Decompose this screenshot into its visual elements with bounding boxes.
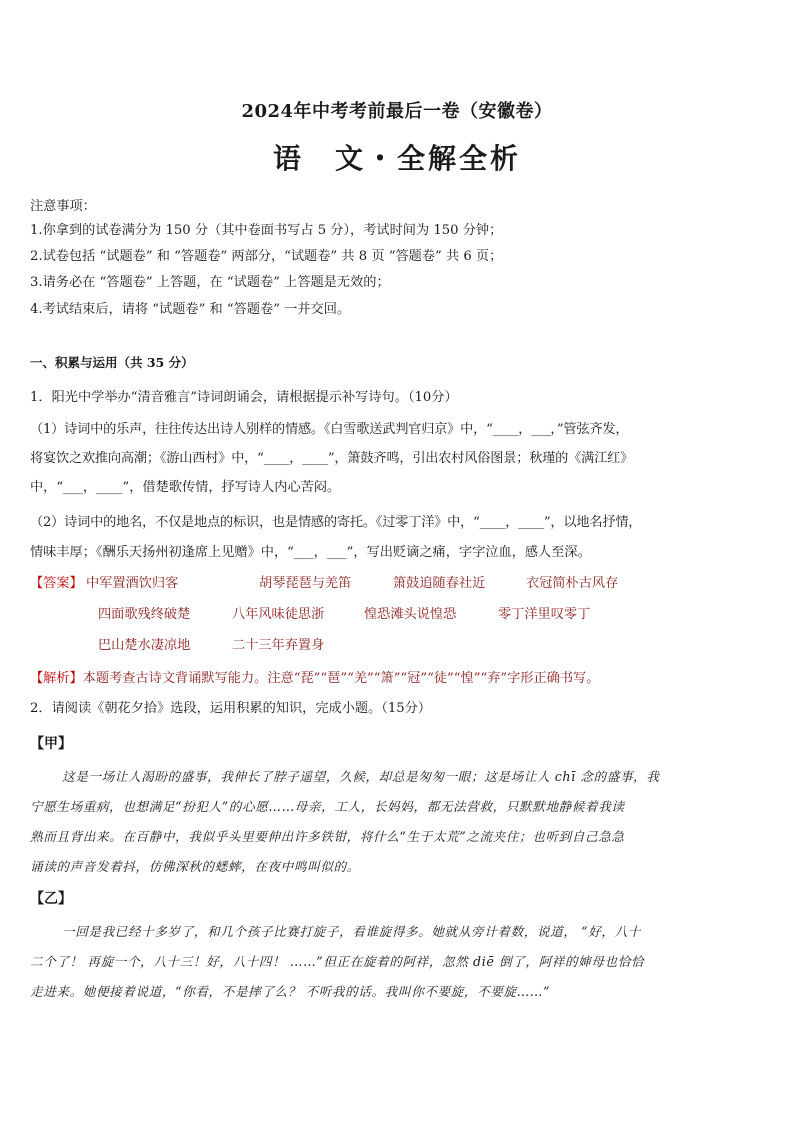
answer-item: 八年风味徒思浙 xyxy=(232,607,325,622)
passage-yi-label: 【乙】 xyxy=(30,891,72,907)
notes-item-1: 1.你拿到的试卷满分为 150 分（其中卷面书写占 5 分），考试时间为 150 分钟； xyxy=(30,223,503,238)
passage-jia-label: 【甲】 xyxy=(30,736,72,752)
answer-label: 【答案】 xyxy=(30,576,83,591)
question-2-stem: 2．请阅读《朝花夕拾》选段，运用积累的知识，完成小题。（15分） xyxy=(30,701,432,716)
answer-item: 胡琴琵琶与羌笛 xyxy=(259,576,352,591)
notes-item-2: 2.试卷包括 “试题卷” 和 “答题卷” 两部分，“试题卷” 共 8 页 “答题卷” 共 6 页； xyxy=(30,249,503,264)
passage-jia-line: 宁愿生场重病，也想满足“扮犯人”的心愿……母亲，工人，长妈妈，都无法营救，只默默地静候着我读 xyxy=(30,799,625,814)
question-1-part2-line2: 情味丰厚；《酬乐天扬州初逢席上见赠》中，“___，___”，写出贬谪之痛，字字泣血，感人至深。 xyxy=(30,545,591,560)
analysis-label: 【解析】 xyxy=(30,671,83,686)
passage-jia-line: 这是一场让人渴盼的盛事，我伸长了脖子遥望，久候，却总是匆匆一眼；这是场让人 chī 念的盛事，我 xyxy=(62,769,660,784)
question-1-part1-line2: 将宴饮之欢推向高潮；《游山西村》中，“____，____”，箫鼓齐鸣，引出农村风俗图景；秋瑾的《满江红》 xyxy=(30,451,634,466)
answer-item: 巴山楚水凄凉地 xyxy=(98,638,191,653)
passage-yi-line: 二个了！ 再旋一个，八十三！好，八十四！ ……”但正在旋着的阿祥，忽然 diē 倒了，阿祥的婶母也恰恰 xyxy=(30,954,645,969)
notes-item-4: 4.考试结束后，请将 “试题卷” 和 “答题卷” 一并交回。 xyxy=(30,302,351,317)
answer-item: 箫鼓追随春社近 xyxy=(393,576,486,591)
answer-item: 衣冠简朴古风存 xyxy=(526,576,619,591)
answer-item: 中军置酒饮归客 xyxy=(86,576,179,591)
answer-item: 惶恐滩头说惶恐 xyxy=(364,607,457,622)
notes-item-3: 3.请务必在 “答题卷” 上答题，在 “试题卷” 上答题是无效的； xyxy=(30,275,390,290)
analysis-line xyxy=(30,669,599,689)
section-heading: 一、积累与运用（共 35 分） xyxy=(30,355,194,370)
answer-item: 零丁洋里叹零丁 xyxy=(498,607,591,622)
answer-item: 二十三年弃置身 xyxy=(232,638,325,653)
passage-jia-line: 熟而且背出来。在百静中，我似乎头里要伸出许多铁钳，将什么“生于太荒”之流夹住；也听到自己急急 xyxy=(30,829,625,844)
question-1-part2-line1: （2）诗词中的地名，不仅是地点的标识，也是情感的寄托。《过零丁洋》中，“____，____”，以地名抒情， xyxy=(30,515,642,530)
question-1-part1-line3: 中，“___，____”，借楚歌传情，抒写诗人内心苦闷。 xyxy=(30,480,341,495)
document-subtitle: 语 文・全解全析 xyxy=(272,142,521,175)
question-1-stem: 1．阳光中学举办“清音雅言”诗词朗诵会，请根据提示补写诗句。（10分） xyxy=(30,390,458,405)
passage-yi-line: 一回是我已经十多岁了，和几个孩子比赛打旋子，看谁旋得多。她就从旁计着数，说道， “好，八十 xyxy=(62,924,641,939)
passage-jia-line: 诵读的声音发着抖，仿佛深秋的蟋蟀，在夜中鸣叫似的。 xyxy=(30,859,360,874)
answer-item: 四面歌残终破楚 xyxy=(98,607,191,622)
question-1-part1-line1: （1）诗词中的乐声，往往传达出诗人别样的情感。《白雪歌送武判官归京》中，“____，___，”管弦齐发， xyxy=(30,422,629,437)
passage-yi-line: 走进来。她便接着说道，“你看，不是摔了么？ 不听我的话。我叫你不要旋，不要旋……” xyxy=(30,984,551,999)
notes-heading: 注意事项： xyxy=(30,199,96,214)
analysis-text: 本题考查古诗文背诵默写能力。注意“琵”“琶”“羌”“箫”“冠”“徒”“惶”“弃”字形正确书写。 xyxy=(82,671,600,686)
document-title: 2024年中考考前最后一卷（安徽卷） xyxy=(241,101,553,122)
